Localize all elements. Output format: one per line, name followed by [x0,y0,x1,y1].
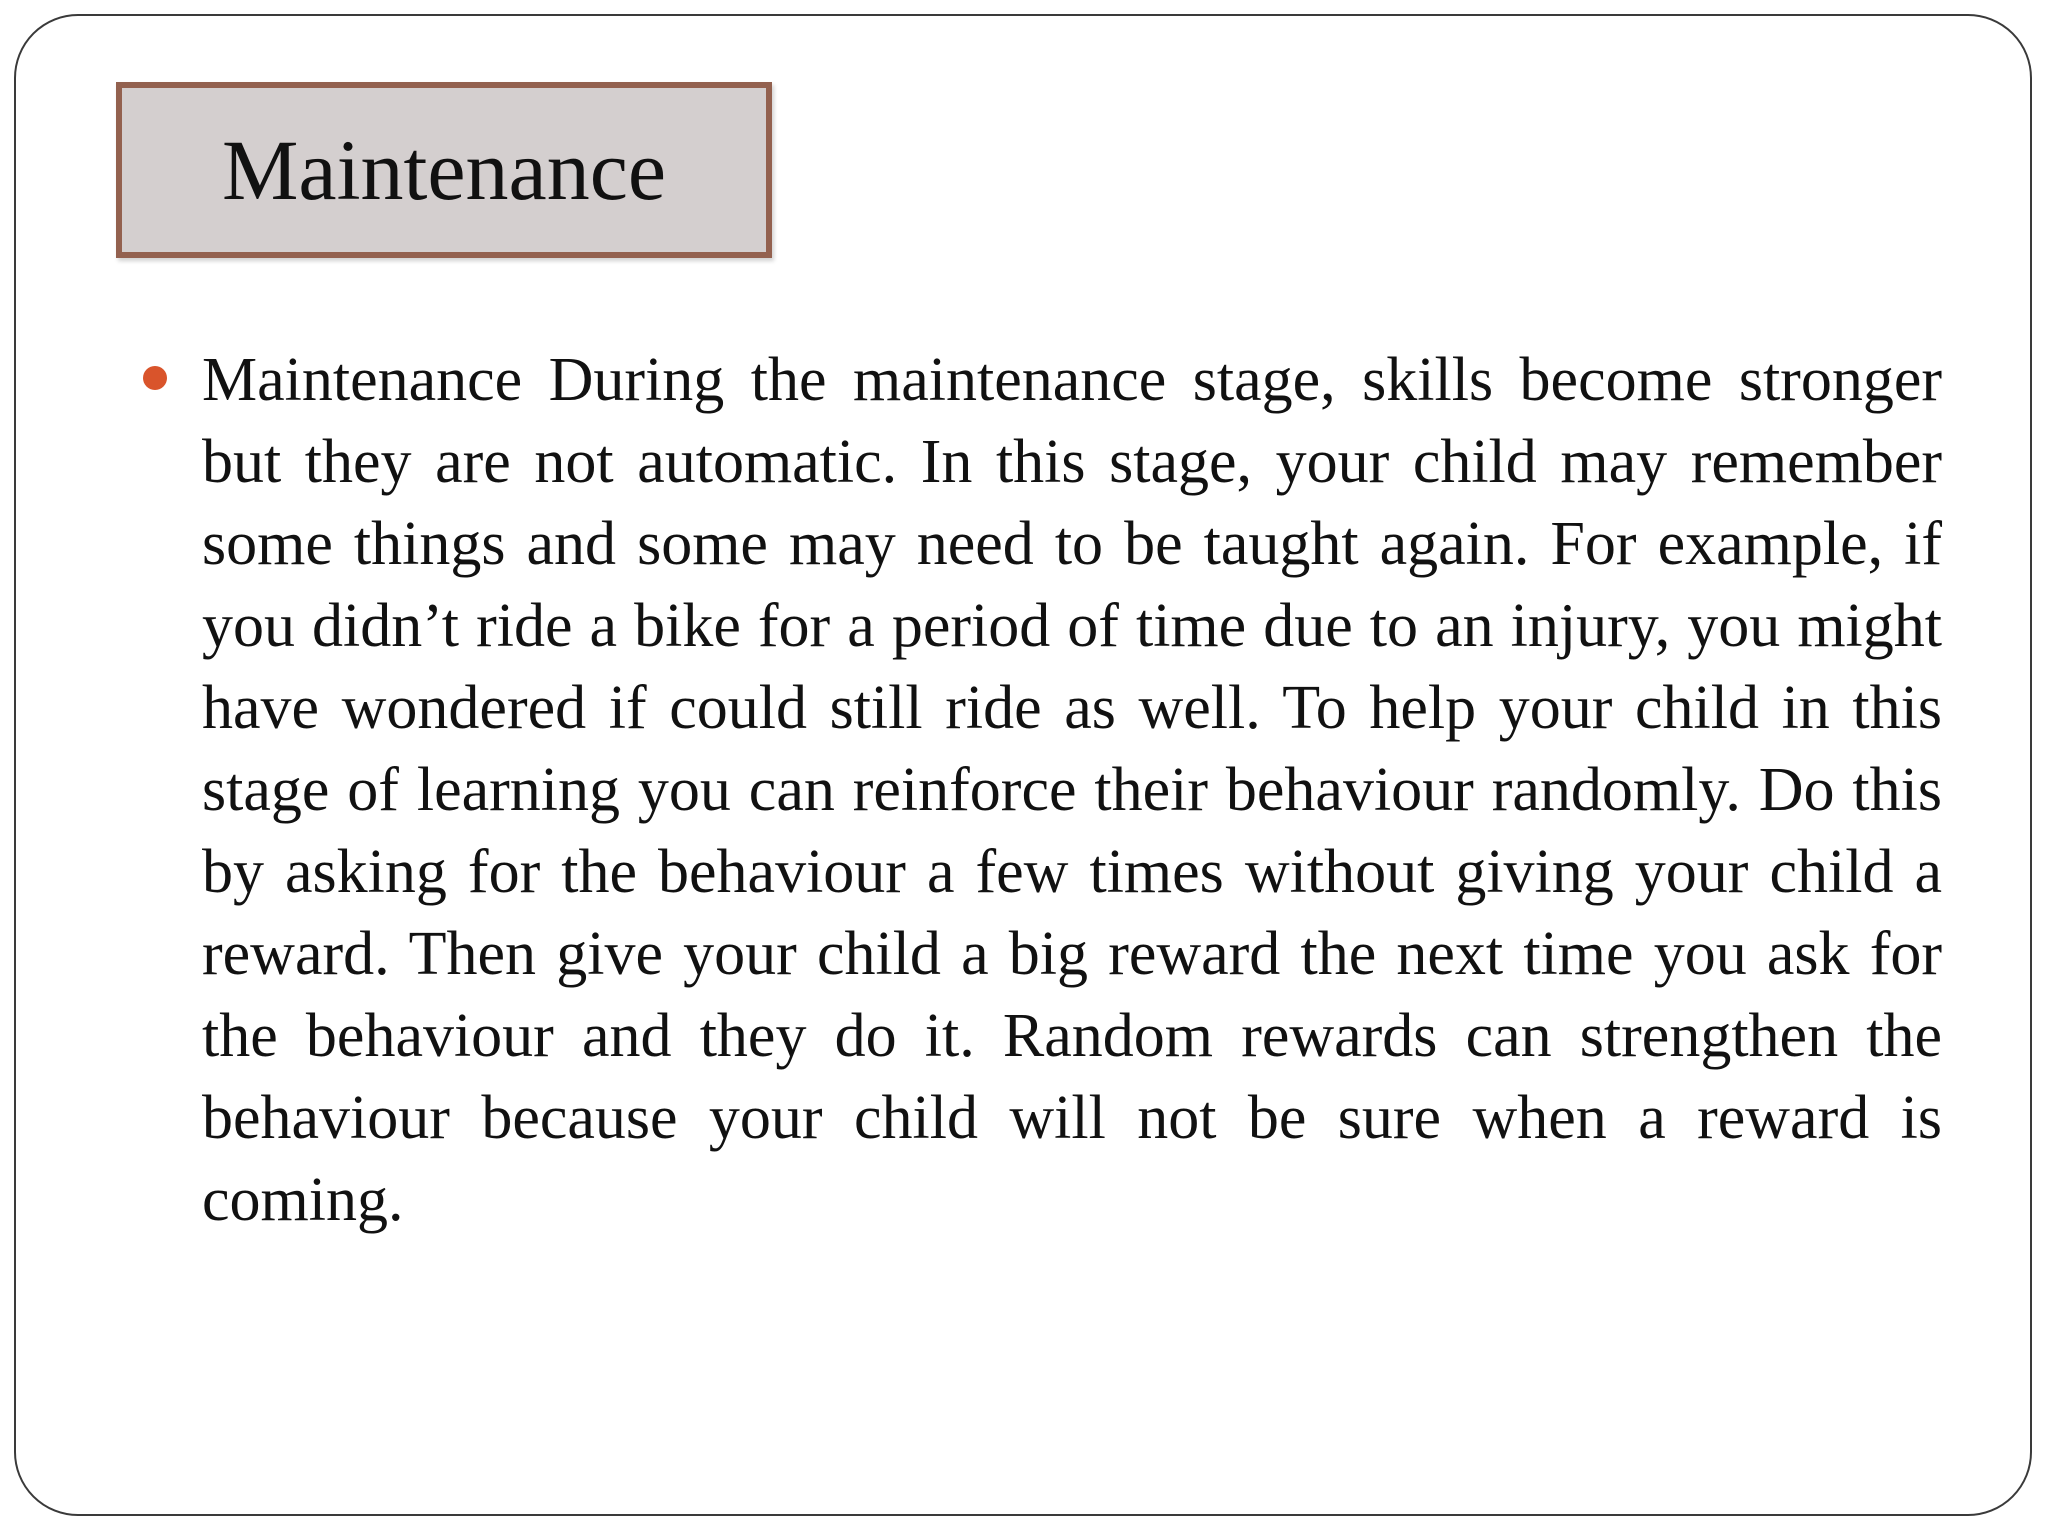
slide-frame [14,14,2032,1516]
title-box [116,82,772,258]
bullet-dot-icon [143,366,167,390]
bullet-text: Maintenance During the maintenance stage, skills become stronger but they are not automatic. In this stage, your child may remember some things and some may need to be taught again. For example, if you didn’t ride a bike for a period of time due to an injury, you might have wondered if could still ride as well. To help your child in this stage of learning you can reinforce their behaviour randomly. Do this by asking for the behaviour a few times without giving your child a reward. Then give your child a big reward the next time you ask for the behaviour and they do it. Random rewards can strengthen the behaviour because your child will not be sure when a reward is coming. [202,346,1942,1234]
slide-title: Maintenance [221,122,667,218]
